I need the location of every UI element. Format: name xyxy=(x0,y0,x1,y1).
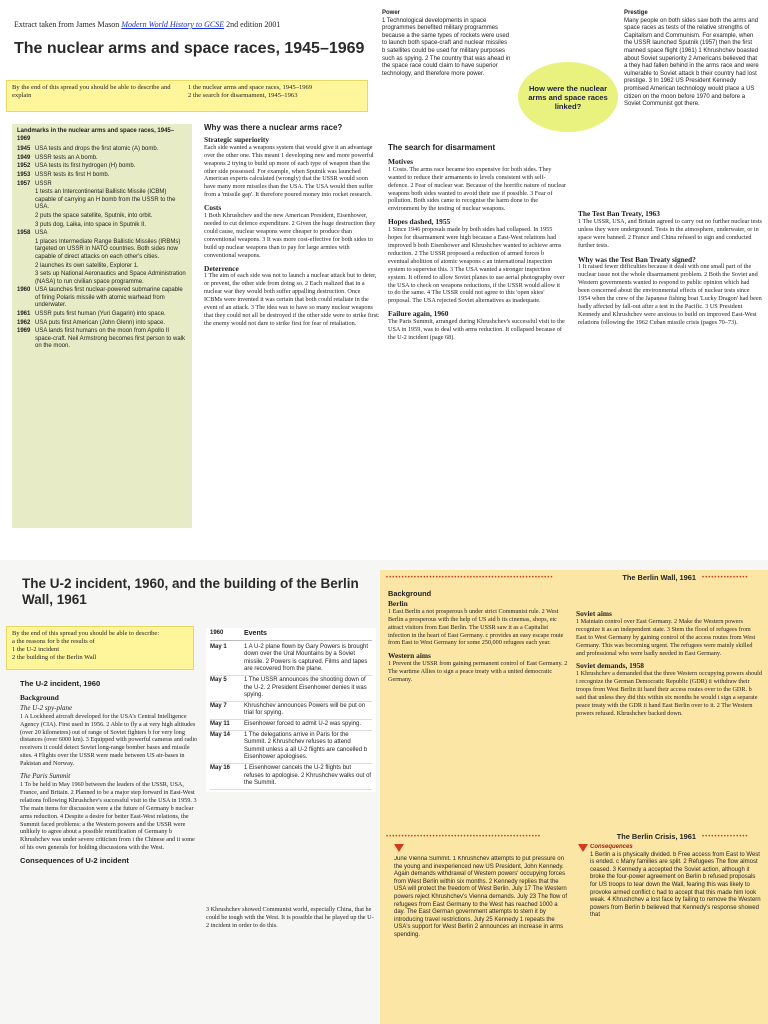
crisis-consequences xyxy=(590,844,762,1020)
landmark-item xyxy=(17,287,187,310)
landmark-text: 2 puts the space satellite, Sputnik, into orbit. xyxy=(35,212,153,219)
crisis-header xyxy=(386,832,762,841)
motives-text: 1 Costs. The arms race became too expensive for both sides. They wanted to reduce their armaments to levels consistent with self-defence. 2 Fear of nuclear war. Because of the horrific nature of nuclear weapons both sides wanted to avoid their use if possible. 3 Fear of pollution. Both sides came to recognise the harm done to the environment by the testing of nuclear weapons. xyxy=(388,165,566,213)
strategic-heading: Strategic superiority xyxy=(204,134,270,144)
event-text: 1 A U-2 plane flown by Gary Powers is brought down over the Ural Mountains by a Soviet missile. 2 Powers is captured. Films and tapes are recovered from the plane. xyxy=(244,643,369,673)
event-text: 1 The USSR announces the shooting down of the U-2. 2 President Eisenhower denies it was spying. xyxy=(244,676,367,699)
costs-text: 1 Both Khrushchev and the new American President, Eisenhower, needed to cut defence expenditure. 2 Given the huge destruction they could cause, nuclear weapons were cheaper to produce than conventional weapons. 3 It was more cost-effective for both sides to build up nuclear weapons than to pay for large armies with conventional weapons. xyxy=(204,212,376,259)
why-race-column xyxy=(204,124,380,328)
landmark-year: 1969 xyxy=(17,328,31,335)
berlin-left-column xyxy=(388,590,568,684)
landmark-item xyxy=(17,328,187,351)
landmark-item xyxy=(17,155,187,163)
landmark-year: 1952 xyxy=(17,163,31,170)
landmark-item xyxy=(17,181,187,189)
page2-objectives-intro: By the end of this spread you should be able to describe: xyxy=(12,630,160,637)
objectives-box xyxy=(6,80,368,112)
soviet-aims-text: 1 Maintain control over East Germany. 2 Make the Western powers recognize it as an independent state. 3 Stem the flood of refugees from East to West Germany by gaining control of the access routes from West Germany. This was becoming urgent. The refugees were mainly skilled and professional who were badly needed in East Germany. xyxy=(576,617,756,657)
berlin-text: 1 East Berlin a not prosperous b under strict Communist rule. 2 West Berlin a prosperous with the help of US aid b its cinemas, shops, etc attract visitors from East Berlin. The USSR saw it as a Capitalist infection in the heart of East Germany. c provides an easy escape route from East to West Germany for some 250,000 refugees each year. xyxy=(388,607,564,647)
landmarks-panel xyxy=(12,124,192,528)
landmarks-list xyxy=(17,146,187,351)
strategic-text: Each side wanted a weapons system that would give it an advantage over the other one. This meant 1 developing new and more powerful weapons 2 trying to build up more of each type of weapon than the other side possessed. For example, when Sputnik was launched American experts calculated (wrongly) that the USSR would soon have many more missiles than the USA. The USA would then suffer from a 'missile gap'. It therefore poured money into rocket research. xyxy=(204,143,374,199)
central-question: How were the nuclear arms and space races linked? xyxy=(528,83,608,111)
crisis-dotted-rule: •••••••••••••••••••••••••••••••••••••••••••••••••• xyxy=(386,833,542,840)
event-row xyxy=(210,720,372,731)
landmark-text: 1 places Intermediate Range Ballistic Missiles (IRBMs) targeted on USSR in NATO countries. Both sides now capable of direct attacks on each other's cities. xyxy=(35,238,181,260)
crisis-marker-icon xyxy=(394,844,404,852)
landmark-year: 1960 xyxy=(17,287,31,294)
event-row xyxy=(210,764,372,790)
crisis-dotted-rule-right: ••••••••••••••• xyxy=(702,833,749,840)
landmark-text: USA tests and drops the first atomic (A) bomb. xyxy=(35,146,159,153)
landmark-year: 1945 xyxy=(17,146,31,153)
landmark-year: 1962 xyxy=(17,319,31,326)
landmark-item xyxy=(17,146,187,154)
page2-objective-1: 1 the U-2 incident xyxy=(12,646,60,653)
landmark-year: 1958 xyxy=(17,230,31,237)
objective-2: 2 the search for disarmament, 1945–1963 xyxy=(188,92,298,99)
event-date: May 1 xyxy=(210,643,227,650)
event-row xyxy=(210,676,372,702)
event-row xyxy=(210,731,372,764)
landmark-text: USSR xyxy=(35,180,52,187)
motives-heading: Motives xyxy=(388,156,414,166)
events-heading: Events xyxy=(244,630,267,637)
landmark-text: 1 tests an Intercontinental Ballistic Missile (ICBM) capable of carrying an H bomb from the USSR to the USA. xyxy=(35,189,176,211)
landmark-item xyxy=(17,213,187,221)
event-date: May 7 xyxy=(210,702,227,709)
crisis-title: The Berlin Crisis, 1961 xyxy=(616,832,696,841)
spy-plane-text: 1 A Lockheed aircraft developed for the USA's Central Intelligence Agency (CIA). First used in 1956. 2 Able to fly a at very high altitudes (over 20 kilometres) out of range of Soviet fighters b for very long distances (over 6000 km). 3 Equipped with powerful cameras and radio receivers it could detect Soviet long-range bomber bases and missile sites. 4 Flights over the USSR were made between US air-bases in Pakistan and Norway. xyxy=(20,712,198,768)
landmark-year: 1953 xyxy=(17,171,31,178)
objectives-intro: By the end of this spread you should be able to describe and explain xyxy=(12,84,171,99)
u2-background-heading: Background xyxy=(20,692,59,702)
source-author: Extract taken from James Mason xyxy=(14,20,120,29)
landmark-item xyxy=(17,239,187,262)
deterrence-text: 1 The aim of each side was not to launch a nuclear attack but to deter, or prevent, the other side from doing so. 2 Each realized that in a nuclear war they would both suffer appalling destruction. Once ICBMs were invented it was certain that both could retaliate in the event of an attack. 3 The idea was to have so many nuclear weapons that they could not all be destroyed if the other side were to strike first: the enemy would not dare to strike first for fear of retaliation. xyxy=(204,272,380,327)
test-ban-title: The Test Ban Treaty, 1963 xyxy=(578,209,660,218)
consequences-marker-icon xyxy=(578,844,588,852)
landmark-text: USA tests its first hydrogen (H) bomb. xyxy=(35,163,136,170)
page2-objectives xyxy=(6,626,194,670)
landmark-year xyxy=(17,189,35,212)
landmark-item xyxy=(17,320,187,328)
crisis-consequences-heading: Consequences xyxy=(590,844,633,850)
landmark-year: 1957 xyxy=(17,180,31,187)
page-title: The nuclear arms and space races, 1945–1969 xyxy=(14,40,365,57)
berlin-heading: Berlin xyxy=(388,598,408,608)
power-text: 1 Technological developments in space programmes benefited military programmes because a the same types of rockets were used to launch both space-craft and nuclear missiles b satellites could be used for military purposes such as spying. 2 The country that was ahead in the space race could claim to have superior technology, and therefore more power. xyxy=(382,17,511,77)
landmark-year xyxy=(17,263,35,271)
dotted-rule: •••••••••••••••••••••••••••••••••••••••••••••••••••••• xyxy=(386,574,554,581)
prestige-text: Many people on both sides saw both the arms and space races as tests of the relative strengths of Capitalism and Communism. For example, when the USSR launched Sputnik (1957) then the first manned space flight (1961) 1 Khrushchev boasted about Soviet superiority 2 Americans believed that a they had fallen behind in the arms race and were vulnerable to Soviet attack b their country had lost prestige. 3 In 1962 US President Kennedy promised American technology would place a US citizen on the moon before 1970 and before a Soviet Communist got there. xyxy=(624,17,759,108)
event-text: Khrushchev announces Powers will be put on trial for spying. xyxy=(244,702,366,717)
disarmament-title: The search for disarmament xyxy=(388,143,496,152)
crisis-consequences-text: 1 Berlin a is physically divided. b Free access from East to West is ended. c Many families are split. 2 Refugees The flow almost ceased. 3 Kennedy a accepted the Soviet action, although it broke the four-power agreement on Berlin b refused proposals for US troops to tear down the Wall, fearing this was likely to provoke armed conflict c had to accept that this made him look weak. 4 Khrushchev a lost face by failing to remove the Western powers from Berlin b believed that Kennedy's response showed that xyxy=(590,851,761,919)
disarmament-column xyxy=(388,144,566,342)
landmark-text: 3 sets up National Aeronautics and Space Administration (NASA) to run civilian space programme. xyxy=(35,271,186,285)
events-year: 1960 xyxy=(210,630,224,636)
u2-column xyxy=(20,680,198,865)
landmark-year xyxy=(17,271,35,286)
prestige-panel xyxy=(624,10,760,109)
berlin-background-heading: Background xyxy=(388,589,432,598)
central-question-bubble xyxy=(518,62,618,132)
landmark-item xyxy=(17,189,187,212)
power-panel xyxy=(382,10,512,78)
test-ban-column xyxy=(578,208,762,327)
paris-text: 1 To be held in May 1960 between the leaders of the USSR, USA, France, and Britain. 2 Planned to be a major step forward in East-West relations following Khrushchev's successful visit to the USA in 1959. 3 The main items for discussion were a the future of Germany b nuclear arms reduction. 4 Despite a desire for better East-West relations, the Summit faced problems: a the Western powers and the USSR were unlikely to agree about a possible reunification of Germany b Khrushchev was under severe criticism from i the Chinese and ii some of his own generals for holding discussions with the West. xyxy=(20,780,197,852)
landmark-text: USA launches first nuclear-powered submarine capable of firing Polaris missile with atomic warhead from underwater. xyxy=(35,287,183,309)
event-date: May 5 xyxy=(210,676,227,683)
event-text: 1 The delegations arrive in Paris for the Summit. 2 Khrushchev refuses to attend Summit unless a all U-2 flights are cancelled b Eisenhower apologises. xyxy=(244,731,368,761)
landmark-text: 3 puts dog, Laika, into space in Sputnik II. xyxy=(35,221,147,228)
event-row xyxy=(210,643,372,676)
landmark-item xyxy=(17,311,187,319)
source-edition: 2nd edition 2001 xyxy=(226,20,281,29)
page2-objective-ab: a the reasons for b the results of xyxy=(12,638,95,645)
events-after-text: 3 Khrushchev showed Communist world, especially China, that he could be tough with the West. It is possible that he played up the U-2 incident in order to do this. xyxy=(206,906,374,929)
landmark-year xyxy=(17,213,35,221)
landmark-text: USA xyxy=(35,230,48,237)
soviet-demands-text: 1 Khrushchev a demanded that the three Western occupying powers should i recognize the German Democratic Republic (GDR) ii withdraw their troops from West Berlin iii hand their access routes over to the GDR. b said that unless they did this within six months he would i sign a separate peace treaty with the GDR ii hand East Berlin over to it. 2 The Western powers refused. Khrushchev backed down. xyxy=(576,670,762,717)
soviet-demands-heading: Soviet demands, 1958 xyxy=(576,661,644,671)
source-book-link[interactable]: Modern World History to GCSE xyxy=(121,20,225,29)
test-ban-text: 1 The USSR, USA, and Britain agreed to carry out no further nuclear tests unless they were underground. Tests in the atmosphere, underwater, or in space were banned. 2 France and China refused to sign and conducted further tests. xyxy=(578,217,762,249)
landmark-text: USSR tests an A bomb. xyxy=(35,154,98,161)
landmark-item xyxy=(17,222,187,230)
source-line xyxy=(14,20,280,29)
event-date: May 11 xyxy=(210,720,230,727)
landmarks-title: Landmarks in the nuclear arms and space races, 1945–1969 xyxy=(17,128,175,142)
event-text: Eisenhower forced to admit U-2 was spying. xyxy=(244,720,362,727)
landmark-year: 1949 xyxy=(17,154,31,161)
landmark-year: 1961 xyxy=(17,311,31,318)
dotted-rule-right: ••••••••••••••• xyxy=(702,574,749,581)
landmark-item xyxy=(17,271,187,286)
failure-text: The Paris Summit, arranged during Khrushchev's successful visit to the USA in 1959, was to deal with arms reduction. It collapsed because of the U-2 incident (page 68). xyxy=(388,318,565,341)
event-row xyxy=(210,702,372,720)
landmark-item xyxy=(17,163,187,171)
objective-1: 1 the nuclear arms and space races, 1945–1969 xyxy=(188,84,313,91)
page2-title: The U-2 incident, 1960, and the building of the Berlin Wall, 1961 xyxy=(22,576,359,607)
events-list xyxy=(210,643,372,790)
event-date: May 16 xyxy=(210,764,231,771)
crisis-events: June Vienna Summit. 1 Khrushchev attempts to put pressure on the young and inexperienced new US President, John Kennedy. Again demands withdrawal of Western powers' occupying forces from West Berlin within six months. 2 Kennedy replies that the USA will protect the freedom of West Berlin. July 17 The Western powers reject Khrushchev's Vienna demands. July 23 The flow of refugees from East Germany to the West has reached 1000 a day. The East German government attempts to stem it by introducing travel restrictions. July 25 Kennedy 1 repeats the USA's support for West Berlin 2 announces an increase in arms spending. xyxy=(394,856,568,938)
u2-heading: The U-2 incident, 1960 xyxy=(20,679,101,688)
landmark-year xyxy=(17,239,35,262)
landmark-text: USA puts first American (John Glenn) into space. xyxy=(35,319,166,326)
landmark-text: USSR tests its first H bomb. xyxy=(35,171,110,178)
berlin-wall-title: The Berlin Wall, 1961 xyxy=(622,573,696,582)
power-title: Power xyxy=(382,10,401,16)
deterrence-heading: Deterrence xyxy=(204,263,239,273)
landmark-year xyxy=(17,222,35,230)
test-ban-answer: 1 It raised fewer difficulties because it dealt with one small part of the nuclear issue not the whole disarmament problem. 2 Both the Soviet and Western governments wanted to respond to public opinion which had been concerned about the environmental effects of nuclear tests since 1954 when the crew of the Japanese fishing boat 'Lucky Dragon' had been badly affected by fall-out after a test in the Pacific. 3 US President Kennedy and Khrushchev were anxious to build on improved East-West relations following the 1962 Cuban missile crisis (pages 70–73). xyxy=(578,263,762,326)
failure-heading: Failure again, 1960 xyxy=(388,309,449,319)
paris-heading: The Paris Summit xyxy=(20,772,71,781)
landmark-text: USA lands first humans on the moon from Apollo II space-craft. Neil Armstrong becomes first person to walk on the moon. xyxy=(35,328,186,350)
landmark-text: 2 launches its own satellite, Explorer 1. xyxy=(35,262,139,269)
prestige-title: Prestige xyxy=(624,10,648,16)
u2-consequences-heading: Consequences of U-2 incident xyxy=(20,856,129,866)
western-aims-text: 1 Prevent the USSR from gaining permanent control of East Germany. 2 The wartime Allies to sign a peace treaty with a united democratic Germany. xyxy=(388,660,568,684)
landmark-item xyxy=(17,230,187,238)
event-date: May 14 xyxy=(210,731,231,738)
landmark-item xyxy=(17,263,187,271)
why-race-title: Why was there a nuclear arms race? xyxy=(204,123,343,132)
page2-objective-2: 2 the building of the Berlin Wall xyxy=(12,654,97,661)
costs-heading: Costs xyxy=(204,203,222,213)
hopes-text: 1 Since 1946 proposals made by both sides had collapsed. In 1955 hopes for disarmament were high because a East-West relations had improved b both Eisenhower and Khrushchev wanted to achieve arms reduction. 2 The USSR proposed a reduction of armed forces b eventual abolition of atomic weapons c an international inspection system to supervise this. 3 The USA wanted a stronger inspection system. It offered to allow Soviet planes to use aerial photography over the USA to check on weapons reductions, if the USSR would allow it to do the same. 4 The USSR could not agree to this 'open skies' proposal. The USA rejected Soviet alternatives as inadequate. xyxy=(388,226,565,305)
soviet-aims-heading: Soviet aims xyxy=(576,609,612,618)
test-ban-question: Why was the Test Ban Treaty signed? xyxy=(578,254,696,264)
event-text: 1 Eisenhower cancels the U-2 flights but refuses to apologise. 2 Khrushchev walks out of the Summit. xyxy=(244,764,372,787)
page-u2-berlin xyxy=(0,560,768,1024)
landmark-text: USSR puts first human (Yuri Gagarin) into space. xyxy=(35,311,166,318)
hopes-heading: Hopes dashed, 1955 xyxy=(388,217,451,227)
landmark-item xyxy=(17,172,187,180)
berlin-wall-panel xyxy=(380,570,768,1024)
events-table xyxy=(206,628,376,792)
berlin-right-column xyxy=(576,608,762,718)
spy-plane-heading: The U-2 spy-plane xyxy=(20,703,73,712)
western-aims-heading: Western aims xyxy=(388,651,431,661)
